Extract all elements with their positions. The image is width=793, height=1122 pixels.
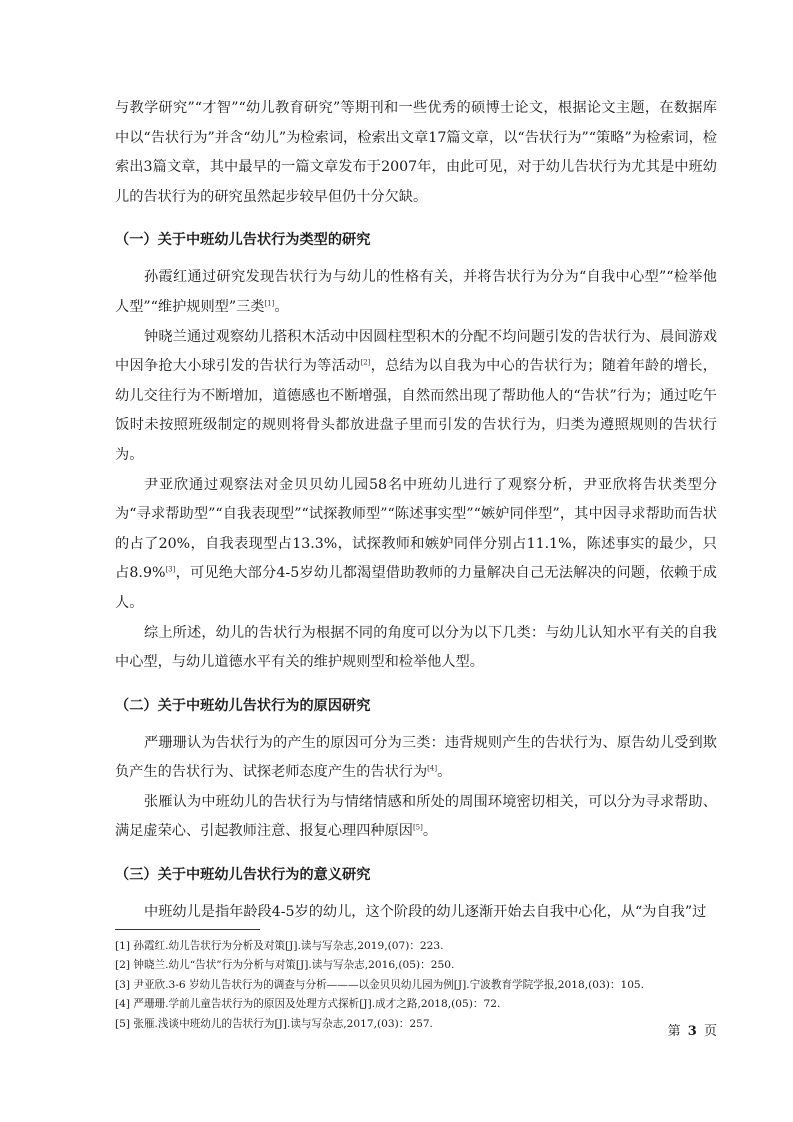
- section-heading-causes: （二）关于中班幼儿告状行为的原因研究: [115, 697, 371, 714]
- paragraph-zhang-yan: 张雁认为中班幼儿的告状行为与情绪情感和所处的周围环境密切相关，可以分为寻求帮助、满足虚荣心、引起教师注意、报复心理四种原因[5]。: [115, 793, 717, 840]
- footnote-2: [2] 钟晓兰.幼儿“告状”行为分析与对策[J].读与写杂志,2016,(05)：250.: [115, 959, 455, 972]
- citation-ref-3[interactable]: [3]: [165, 565, 176, 574]
- paragraph-yan-shanshan: 严珊珊认为告状行为的产生的原因可分为三类：违背规则产生的告状行为、原告幼儿受到欺负产生的告状行为、试探老师态度产生的告状行为[4]。: [115, 734, 717, 781]
- citation-ref-4[interactable]: [4]: [427, 764, 438, 773]
- paragraph-intro: 与教学研究”“才智”“幼儿教育研究”等期刊和一些优秀的硕博士论文，根据论文主题，在数据库中以“告状行为”并含“幼儿”为检索词，检索出文章17篇文章，以“告状行为”“策略”为检索词，检索出3篇文章，其中最早的一篇文章发布于2007年，由此可见，对于幼儿告状行为尤其是中班幼儿的告状行为的研究虽然起步较早但仍十分欠缺。: [115, 100, 717, 205]
- paragraph-middle-class: 中班幼儿是指年龄段4-5岁的幼儿，这个阶段的幼儿逐渐开始去自我中心化，从“为自我”过: [144, 904, 707, 921]
- body-text: [115, 94, 717, 928]
- citation-ref-1[interactable]: [1]: [264, 299, 275, 308]
- footnote-1: [1] 孙霞红.幼儿告状行为分析及对策[J].读与写杂志,2019,(07)：223.: [115, 940, 444, 952]
- footnotes: [115, 937, 735, 1034]
- footnote-5: [5] 张雁.浅谈中班幼儿的告状行为[J].读与写杂志,2017,(03)：257.: [115, 1017, 433, 1030]
- citation-ref-5[interactable]: [5]: [412, 823, 423, 832]
- footnote-divider: [115, 929, 260, 930]
- section-heading-meaning: （三）关于中班幼儿告状行为的意义研究: [115, 867, 371, 884]
- paragraph-zhong-xiaolan: 钟晓兰通过观察幼儿搭积木活动中因圆柱型积木的分配不均问题引发的告状行为、晨间游戏中因争抢大小球引发的告状行为等活动[2]，总结为以自我为中心的告状行为；随着年龄的增长，幼儿交往行为不断增加，道德感也不断增强，自然而然出现了帮助他人的“告状”行为；通过吃午饭时未按照班级制定的规则将骨头都放进盘子里而引发的告状行为，归类为遵照规则的告状行为。: [115, 328, 717, 463]
- paragraph-sun-xiahong: 孙霞红通过研究发现告状行为与幼儿的性格有关，并将告状行为分为“自我中心型”“检举他人型”“维护规则型”三类[1]。: [115, 269, 717, 315]
- citation-ref-2[interactable]: [2]: [360, 358, 371, 367]
- page-number: 第 3 页: [667, 1024, 717, 1039]
- footnote-3: [3] 尹亚欣.3-6 岁幼儿告状行为的调查与分析———以金贝贝幼儿园为例[J].宁波教育学院学报,2018,(03)：105.: [115, 978, 645, 991]
- paragraph-summary: 综上所述，幼儿的告状行为根据不同的角度可以分为以下几类：与幼儿认知水平有关的自我中心型，与幼儿道德水平有关的维护规则型和检举他人型。: [115, 624, 717, 671]
- paragraph-yin-yaxin: 尹亚欣通过观察法对金贝贝幼儿园58名中班幼儿进行了观察分析，尹亚欣将告状类型分为“寻求帮助型”“自我表现型”“试探教师型”“陈述事实型”“嫉妒同伴型”，其中因寻求帮助而告状的占了20%，自我表现型占13.3%，试探教师和嫉妒同伴分别占11.1%，陈述事实的最少，只占8.9%[3]，可见绝大部分4-5岁幼儿都渴望借助教师的力量解决自己无法解决的问题，依赖于成人。: [115, 476, 717, 611]
- footnote-4: [4] 严珊珊.学前儿童告状行为的原因及处理方式探析[J].成才之路,2018,(05)：72.: [115, 998, 501, 1011]
- section-heading-types: （一）关于中班幼儿告状行为类型的研究: [115, 232, 371, 249]
